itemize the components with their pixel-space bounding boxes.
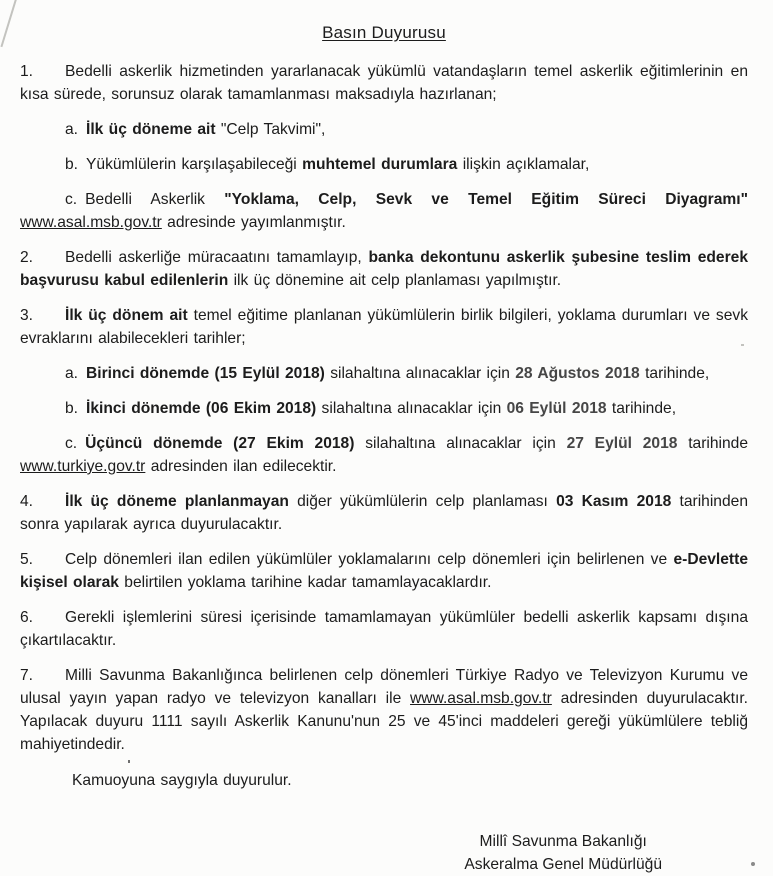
text-run: İlk üç döneme ait xyxy=(86,121,216,138)
text-run: 28 Ağustos 2018 xyxy=(515,365,640,382)
text-run: adresinden duyurulacaktır. Yapılacak duyuru 1111 sayılı Askerlik Kanunu'nun 25 ve 45'inci maddeleri gereği yükümlülere tebliğ mahiyetindedir. xyxy=(20,690,748,753)
text-run: 06 Eylül 2018 xyxy=(506,400,607,417)
text-run: belirtilen yoklama tarihine kadar tamamlayacaklardır. xyxy=(118,574,492,591)
document-body xyxy=(20,60,748,756)
paragraph-3 xyxy=(20,304,748,350)
scan-artifact-speck xyxy=(128,760,130,763)
text-run: muhtemel durumlara xyxy=(302,156,458,173)
text-run: ilk üç dönemine ait celp planlaması yapılmıştır. xyxy=(228,272,562,289)
url-text: www.asal.msb.gov.tr xyxy=(20,214,162,231)
text-run: adresinde yayımlanmıştır. xyxy=(161,214,346,231)
list-marker: 5. xyxy=(20,551,34,568)
scan-artifact-line xyxy=(0,0,17,47)
signature-line-directorate: Askeralma Genel Müdürlüğü xyxy=(464,856,662,873)
paragraph-6 xyxy=(20,606,748,652)
paragraph-1b xyxy=(20,153,748,176)
text-run: Birinci dönemde (15 Eylül 2018) xyxy=(86,365,325,382)
url-text: www.asal.msb.gov.tr xyxy=(410,690,552,707)
paragraph-1a xyxy=(20,118,748,141)
text-run: tarihinden sonra yapılarak ayrıca duyurulacaktır. xyxy=(20,493,748,533)
text-run: İlk üç dönem ait xyxy=(65,307,188,324)
text-run: tarihinde xyxy=(677,435,749,452)
paragraph-4 xyxy=(20,490,748,536)
scan-artifact-speck xyxy=(741,344,744,346)
paragraph-3c xyxy=(20,432,748,478)
signature-line-ministry: Millî Savunma Bakanlığı xyxy=(479,833,647,850)
text-run: silahaltına alınacaklar için xyxy=(324,365,516,382)
text-run: diğer yükümlülerin celp planlaması xyxy=(288,493,557,510)
list-marker: 2. xyxy=(20,249,34,266)
signature-block xyxy=(464,830,662,876)
text-run: temel eğitime planlanan yükümlülerin birlik bilgileri, yoklama durumları ve sevk evraklarını alabilecekleri tarihler; xyxy=(20,307,748,347)
text-run: Gerekli işlemlerini süresi içerisinde tamamlamayan yükümlüler bedelli askerlik kapsamı dışına çıkartılacaktır. xyxy=(20,609,748,649)
document-title: Basın Duyurusu xyxy=(322,23,446,42)
text-run: "Celp Takvimi", xyxy=(215,121,326,138)
list-marker: 4. xyxy=(20,493,34,510)
text-run: silahaltına alınacaklar için xyxy=(316,400,507,417)
paragraph-1 xyxy=(20,60,748,106)
list-marker: 1. xyxy=(20,63,34,80)
text-run: Bedelli askerliğe müracaatını tamamlayıp, xyxy=(65,249,369,266)
paragraph-2 xyxy=(20,246,748,292)
text-run: Yükümlülerin karşılaşabileceği xyxy=(86,156,303,173)
list-marker: a. xyxy=(65,121,79,138)
text-run: 03 Kasım 2018 xyxy=(556,493,672,510)
text-run: banka dekontunu askerlik şubesine teslim ederek başvurusu kabul edilenlerin xyxy=(20,249,748,289)
list-marker: b. xyxy=(65,156,79,173)
text-run: e-Devlette kişisel olarak xyxy=(20,551,748,591)
paragraph-3b xyxy=(20,397,748,420)
scan-artifact-dot xyxy=(751,862,755,866)
paragraph-3a xyxy=(20,362,748,385)
url-text: www.turkiye.gov.tr xyxy=(20,458,146,475)
text-run: İlk üç döneme planlanmayan xyxy=(65,493,289,510)
text-run: Üçüncü dönemde (27 Ekim 2018) xyxy=(85,435,355,452)
text-run: Milli Savunma Bakanlığınca belirlenen celp dönemleri Türkiye Radyo ve Televizyon Kurumu ve ulusal yayın yapan radyo ve televizyon kanalları ile xyxy=(20,667,748,707)
text-run: 27 Eylül 2018 xyxy=(566,435,678,452)
text-run: tarihinde, xyxy=(606,400,677,417)
paragraph-1c xyxy=(20,188,748,234)
list-marker: a. xyxy=(65,365,79,382)
closing-line: Kamuoyuna saygıyla duyurulur. xyxy=(72,772,292,789)
text-run: İkinci dönemde (06 Ekim 2018) xyxy=(86,400,317,417)
text-run: Celp dönemleri ilan edilen yükümlüler yoklamalarını celp dönemleri için belirlenen ve xyxy=(65,551,674,568)
list-marker: c. xyxy=(65,191,78,208)
text-run: ilişkin açıklamalar, xyxy=(457,156,590,173)
list-marker: 7. xyxy=(20,667,34,684)
text-run: silahaltına alınacaklar için xyxy=(354,435,567,452)
list-marker: 6. xyxy=(20,609,34,626)
list-marker: c. xyxy=(65,435,78,452)
text-run: Bedelli Askerlik xyxy=(85,191,225,208)
text-run: tarihinde, xyxy=(639,365,710,382)
paragraph-5 xyxy=(20,548,748,594)
paragraph-7 xyxy=(20,664,748,756)
list-marker: 3. xyxy=(20,307,34,324)
list-marker: b. xyxy=(65,400,79,417)
text-run: "Yoklama, Celp, Sevk ve Temel Eğitim Süreci Diyagramı" xyxy=(224,191,749,208)
text-run: Bedelli askerlik hizmetinden yararlanacak yükümlü vatandaşların temel askerlik eğitimlerinin en kısa sürede, sorunsuz olarak tamamlanması maksadıyla hazırlanan; xyxy=(20,63,748,103)
text-run: adresinden ilan edilecektir. xyxy=(145,458,337,475)
